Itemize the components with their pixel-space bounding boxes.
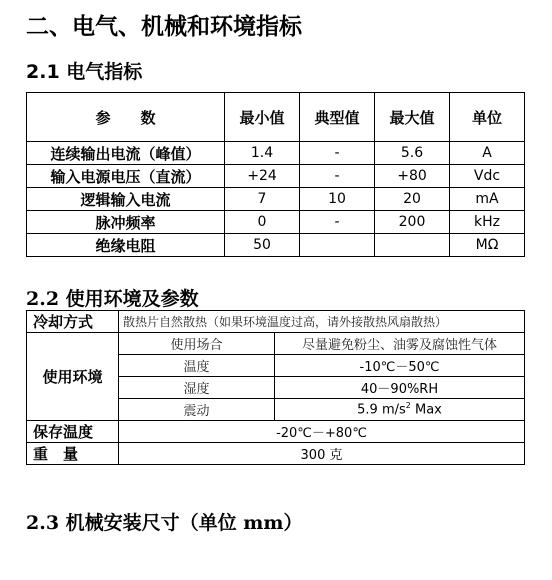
cooling-label: 冷却方式 — [27, 311, 119, 333]
env-label: 使用环境 — [27, 333, 119, 421]
electrical-header-row — [27, 93, 525, 142]
typ-value: - — [300, 165, 375, 188]
vibration-tail: Max — [410, 402, 442, 418]
storage-row — [27, 421, 525, 443]
environment-section-title: 2.2 使用环境及参数 — [26, 288, 199, 310]
mechanical-section-title: 2.3 机械安装尺寸（单位 mm） — [26, 512, 303, 534]
typ-value — [300, 234, 375, 257]
env-value: 尽量避免粉尘、油雾及腐蚀性气体 — [275, 333, 525, 355]
param-name: 绝缘电阻 — [27, 234, 225, 257]
unit-value: mA — [450, 188, 525, 211]
env-value: -10℃－50℃ — [275, 355, 525, 377]
weight-value: 300 克 — [119, 443, 525, 465]
unit-value: kHz — [450, 211, 525, 234]
table-row — [27, 142, 525, 165]
table-row — [27, 211, 525, 234]
typ-value: - — [300, 142, 375, 165]
env-row — [27, 333, 525, 355]
vibration-exponent: 2 — [405, 401, 411, 411]
env-key: 使用场合 — [119, 333, 275, 355]
env-key: 湿度 — [119, 377, 275, 399]
min-value: +24 — [225, 165, 300, 188]
param-name: 输入电源电压（直流） — [27, 165, 225, 188]
max-value: 5.6 — [375, 142, 450, 165]
storage-value: -20℃－+80℃ — [119, 421, 525, 443]
typ-value: - — [300, 211, 375, 234]
header-param: 参 数 — [27, 93, 225, 142]
header-min: 最小值 — [225, 93, 300, 142]
electrical-section-title: 2.1 电气指标 — [26, 61, 143, 83]
min-value: 1.4 — [225, 142, 300, 165]
min-value: 0 — [225, 211, 300, 234]
cooling-row — [27, 311, 525, 333]
env-key: 温度 — [119, 355, 275, 377]
typ-value: 10 — [300, 188, 375, 211]
cooling-value: 散热片自然散热（如果环境温度过高，请外接散热风扇散热） — [119, 311, 525, 333]
unit-value: A — [450, 142, 525, 165]
max-value: 200 — [375, 211, 450, 234]
weight-label-text: 重 量 — [33, 445, 79, 463]
unit-value: MΩ — [450, 234, 525, 257]
environment-spec-table — [26, 310, 525, 465]
env-value: 40－90%RH — [275, 377, 525, 399]
param-name: 连续输出电流（峰值） — [27, 142, 225, 165]
unit-value: Vdc — [450, 165, 525, 188]
param-name: 逻辑输入电流 — [27, 188, 225, 211]
param-name: 脉冲频率 — [27, 211, 225, 234]
table-row — [27, 234, 525, 257]
max-value: +80 — [375, 165, 450, 188]
weight-row — [27, 443, 525, 465]
main-heading: 二、电气、机械和环境指标 — [26, 14, 302, 40]
table-row — [27, 188, 525, 211]
storage-label: 保存温度 — [27, 421, 119, 443]
vibration-base: 5.9 m/s — [357, 402, 406, 418]
header-max: 最大值 — [375, 93, 450, 142]
electrical-spec-table — [26, 92, 525, 257]
header-unit: 单位 — [450, 93, 525, 142]
min-value: 50 — [225, 234, 300, 257]
env-key: 震动 — [119, 399, 275, 421]
env-value — [275, 399, 525, 421]
weight-label — [27, 443, 119, 465]
max-value: 20 — [375, 188, 450, 211]
min-value: 7 — [225, 188, 300, 211]
table-row — [27, 165, 525, 188]
header-typ: 典型值 — [300, 93, 375, 142]
max-value — [375, 234, 450, 257]
